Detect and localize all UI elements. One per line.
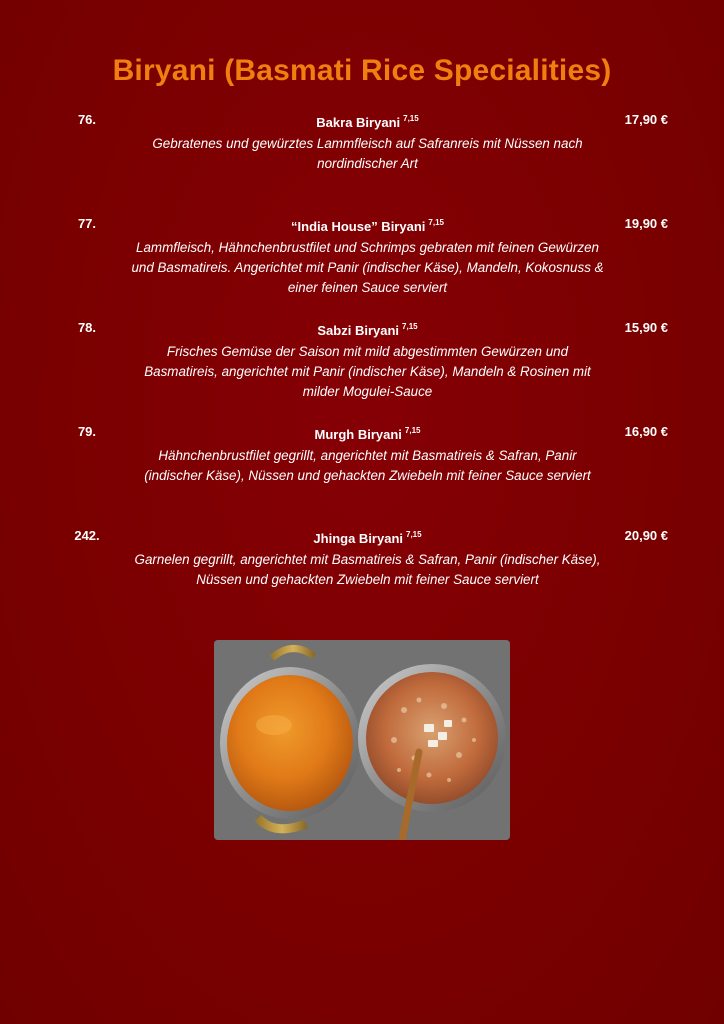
item-name-line — [130, 426, 605, 442]
menu-item — [0, 214, 724, 318]
item-number: 79. — [77, 424, 97, 439]
item-name: Murgh Biryani — [314, 427, 402, 442]
item-description: Frisches Gemüse der Saison mit mild abgestimmten Gewürzen und Basmatireis, angerichtet mit Panir (indischer Käse), Mandeln & Rosinen mit milder Mogulei-Sauce — [144, 344, 591, 399]
item-allergens: 7,15 — [406, 530, 422, 539]
item-name-line — [130, 218, 605, 234]
item-allergens: 7,15 — [428, 218, 444, 227]
menu-item — [0, 526, 724, 630]
item-price: 15,90 € — [624, 320, 668, 335]
item-name-line — [130, 322, 605, 338]
page-title: Biryani (Basmati Rice Specialities) — [112, 54, 612, 87]
item-name: “India House” Biryani — [291, 219, 426, 234]
item-price: 16,90 € — [624, 424, 668, 439]
item-allergens: 7,15 — [403, 114, 419, 123]
menu-item — [0, 318, 724, 422]
item-price: 19,90 € — [624, 216, 668, 231]
menu-item — [0, 110, 724, 214]
menu-item — [0, 422, 724, 526]
item-allergens: 7,15 — [404, 426, 421, 435]
item-name-line — [130, 114, 605, 130]
item-name: Sabzi Biryani — [317, 323, 400, 338]
item-number: 77. — [77, 216, 97, 231]
item-description: Garnelen gegrillt, angerichtet mit Basmatireis & Safran, Panir (indischer Käse), Nüssen und gehackten Zwiebeln mit feiner Sauce serviert — [134, 552, 601, 587]
item-description: Gebratenes und gewürztes Lammfleisch auf Safranreis mit Nüssen nach nordindischer Art — [152, 136, 583, 171]
biryani-rice — [366, 672, 498, 804]
item-name: Bakra Biryani — [316, 115, 401, 130]
item-price: 17,90 € — [624, 112, 668, 127]
item-allergens: 7,15 — [402, 322, 418, 331]
item-name-line — [130, 530, 605, 546]
item-number: 78. — [77, 320, 97, 335]
curry-sauce — [227, 675, 353, 811]
item-number: 242. — [74, 528, 100, 543]
item-name: Jhinga Biryani — [313, 531, 403, 546]
item-description: Hähnchenbrustfilet gegrillt, angerichtet mit Basmatireis & Safran, Panir (indischer Käse), Nüssen und gehackten Zwiebeln mit feiner Sauce serviert — [144, 448, 591, 483]
biryani-photo — [214, 640, 510, 840]
food-illustration — [214, 640, 510, 840]
item-price: 20,90 € — [624, 528, 668, 543]
menu-items-list — [0, 110, 724, 630]
item-number: 76. — [77, 112, 97, 127]
item-description: Lammfleisch, Hähnchenbrustfilet und Schrimps gebraten mit feinen Gewürzen und Basmatireis. Angerichtet mit Panir (indischer Käse), Mandeln, Kokosnuss & einer feinen Sauce serviert — [131, 240, 604, 295]
